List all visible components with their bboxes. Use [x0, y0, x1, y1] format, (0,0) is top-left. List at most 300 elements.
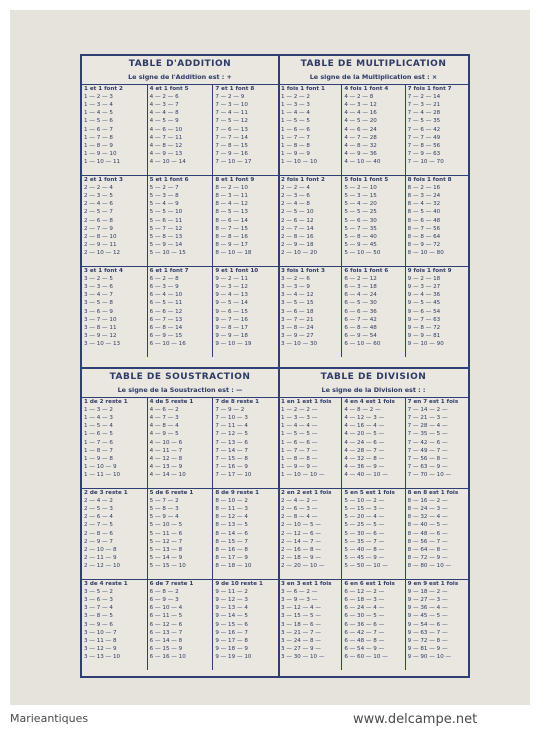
table-row: 3 — 2 — 5	[84, 276, 113, 283]
table-row: 3 — 10 — 13	[84, 340, 121, 347]
column-header: 1 de 2 reste 1	[84, 399, 128, 405]
table-row: 7 — 17 — 10	[215, 471, 252, 478]
table-row: 5 — 8 — 13	[149, 233, 183, 240]
table-row: 8 — 4 — 32	[407, 201, 441, 208]
table-row: 9 — 81 — 9 —	[407, 645, 448, 652]
column-header: 2 fois 1 font 2	[281, 177, 325, 183]
table-row: 4 — 10 — 14	[149, 158, 186, 165]
table-row: 1 — 7 — 8	[84, 134, 113, 141]
table-row: 5 — 15 — 10	[149, 562, 186, 569]
table-row: 2 — 3 — 5	[84, 193, 113, 200]
table-row: 1 — 8 — 8 —	[281, 455, 318, 462]
table-row: 6 — 30 — 5 —	[344, 613, 385, 620]
column-header: 2 et 1 font 3	[84, 177, 123, 183]
table-row: 8 — 15 — 7	[215, 538, 248, 545]
table-row: 7 — 2 — 14	[407, 94, 441, 101]
table-row: 5 — 7 — 35	[344, 225, 377, 232]
table-row: 9 — 18 — 2 —	[407, 589, 448, 596]
table-row: 3 — 8 — 11	[84, 324, 117, 331]
table-row: 9 — 2 — 18	[407, 276, 441, 283]
table-column	[213, 398, 278, 488]
table-row: 3 — 4 — 12	[281, 292, 314, 299]
table-row: 3 — 9 — 6	[84, 621, 113, 628]
table-row: 5 — 3 — 8	[149, 193, 179, 200]
table-row: 6 — 2 — 12	[344, 276, 377, 283]
table-row: 8 — 40 — 5 —	[407, 522, 448, 529]
table-row: 2 — 16 — 8 —	[281, 546, 321, 553]
table-row: 6 — 24 — 4 —	[344, 605, 385, 612]
column-header: 7 en 7 est 1 fois	[407, 399, 459, 405]
table-row: 8 — 7 — 15	[215, 225, 248, 232]
table-row: 3 — 8 — 5	[84, 613, 113, 620]
table-row: 6 — 9 — 54	[344, 332, 377, 339]
table-soustraction	[82, 369, 278, 670]
table-row: 8 — 10 — 80	[407, 249, 444, 256]
table-row: 6 — 8 — 48	[344, 324, 377, 331]
table-row: 6 — 7 — 42	[344, 316, 377, 323]
table-block	[279, 266, 468, 357]
column-header: 4 fois 1 font 4	[344, 86, 389, 92]
table-row: 1 — 4 — 5	[84, 110, 113, 117]
table-column	[279, 398, 342, 488]
table-row: 2 — 9 — 11	[84, 241, 117, 248]
table-column	[213, 489, 278, 579]
table-row: 4 — 8 — 2 —	[344, 407, 381, 414]
table-row: 5 — 5 — 10	[149, 209, 183, 216]
table-row: 9 — 8 — 17	[215, 324, 248, 331]
table-row: 1 — 4 — 4 —	[281, 423, 318, 430]
table-row: 2 — 4 — 6	[84, 201, 113, 208]
table-row: 9 — 5 — 45	[407, 300, 441, 307]
table-row: 2 — 5 — 10	[281, 209, 314, 216]
table-row: 9 — 18 — 9	[215, 645, 248, 652]
table-subtitle: Le signe de la Multiplication est : ×	[309, 73, 438, 81]
table-row: 8 — 3 — 24	[407, 193, 441, 200]
table-column	[213, 85, 278, 175]
table-column	[82, 398, 148, 488]
table-row: 7 — 10 — 70	[407, 158, 444, 165]
table-row: 6 — 8 — 14	[149, 324, 183, 331]
table-block	[82, 175, 278, 266]
table-row: 1 — 8 — 8	[281, 142, 310, 149]
table-column	[342, 85, 405, 175]
table-row: 2 — 6 — 12	[281, 217, 314, 224]
table-row: 6 — 9 — 3	[149, 597, 179, 604]
table-row: 4 — 40 — 10 —	[344, 471, 388, 478]
table-row: 9 — 9 — 18	[215, 332, 248, 339]
table-row: 5 — 3 — 15	[344, 193, 377, 200]
table-row: 5 — 9 — 45	[344, 241, 377, 248]
table-row: 6 — 5 — 30	[344, 300, 377, 307]
table-row: 7 — 4 — 11	[215, 110, 248, 117]
table-row: 7 — 6 — 42	[407, 126, 441, 133]
column-header: 6 fois 1 font 6	[344, 268, 389, 274]
table-row: 8 — 9 — 72	[407, 241, 441, 248]
table-row: 7 — 3 — 10	[215, 102, 248, 109]
column-header: 5 de 6 reste 1	[149, 490, 194, 496]
table-row: 1 — 7 — 7	[281, 134, 310, 141]
table-row: 8 — 7 — 56	[407, 225, 441, 232]
table-row: 2 — 4 — 8	[281, 201, 310, 208]
table-row: 4 — 8 — 4	[149, 423, 179, 430]
table-row: 9 — 10 — 90	[407, 340, 444, 347]
table-block	[279, 579, 468, 670]
table-row: 5 — 4 — 9	[149, 201, 179, 208]
column-header: 8 fois 1 font 8	[407, 177, 452, 183]
table-row: 2 — 10 — 20	[281, 249, 318, 256]
table-row: 7 — 42 — 6 —	[407, 439, 448, 446]
table-row: 6 — 12 — 2 —	[344, 589, 385, 596]
table-column	[82, 267, 148, 357]
table-row: 3 — 12 — 4 —	[281, 605, 321, 612]
table-row: 9 — 72 — 8 —	[407, 637, 448, 644]
table-row: 3 — 30 — 10 —	[281, 653, 325, 660]
table-column	[213, 267, 278, 357]
table-row: 3 — 6 — 9	[84, 308, 113, 315]
table-row: 8 — 6 — 48	[407, 217, 441, 224]
table-row: 3 — 4 — 7	[84, 292, 113, 299]
table-row: 1 — 10 — 11	[84, 158, 121, 165]
table-row: 9 — 63 — 7 —	[407, 629, 448, 636]
table-row: 4 — 13 — 9	[149, 463, 183, 470]
table-row: 2 — 18 — 9 —	[281, 554, 321, 561]
table-row: 2 — 6 — 4	[84, 514, 113, 521]
table-column	[342, 580, 405, 670]
table-row: 1 — 4 — 3	[84, 415, 113, 422]
table-row: 7 — 56 — 8 —	[407, 455, 448, 462]
table-row: 3 — 21 — 7 —	[281, 629, 321, 636]
table-column	[148, 580, 214, 670]
table-row: 1 — 5 — 5	[281, 118, 310, 125]
column-header: 3 en 3 est 1 fois	[281, 581, 332, 587]
table-column	[406, 267, 468, 357]
table-row: 2 — 3 — 6	[281, 193, 310, 200]
column-header: 2 en 2 est 1 fois	[281, 490, 332, 496]
table-column	[342, 176, 405, 266]
table-row: 5 — 12 — 7	[149, 538, 183, 545]
table-row: 9 — 54 — 6 —	[407, 621, 448, 628]
table-row: 9 — 90 — 10 —	[407, 653, 452, 660]
table-row: 2 — 5 — 7	[84, 209, 113, 216]
table-row: 8 — 11 — 3	[215, 506, 248, 513]
table-subtitle: Le signe de la Division est : :	[321, 386, 426, 394]
table-row: 5 — 5 — 25	[344, 209, 377, 216]
table-row: 9 — 36 — 4 —	[407, 605, 448, 612]
table-row: 3 — 6 — 2 —	[281, 589, 318, 596]
table-row: 9 — 16 — 7	[215, 629, 248, 636]
table-row: 5 — 9 — 14	[149, 241, 183, 248]
table-row: 3 — 5 — 15	[281, 300, 314, 307]
table-row: 7 — 63 — 9 —	[407, 463, 448, 470]
table-row: 8 — 64 — 8 —	[407, 546, 448, 553]
table-row: 7 — 4 — 28	[407, 110, 441, 117]
table-row: 8 — 16 — 2 —	[407, 498, 448, 505]
table-row: 3 — 15 — 5 —	[281, 613, 321, 620]
table-title: TABLE D'ADDITION	[128, 59, 232, 69]
table-row: 2 — 10 — 5 —	[281, 522, 321, 529]
table-row: 9 — 11 — 2	[215, 589, 248, 596]
table-row: 5 — 10 — 5	[149, 522, 183, 529]
table-row: 8 — 10 — 2	[215, 498, 248, 505]
table-row: 4 — 4 — 16	[344, 110, 377, 117]
table-row: 1 — 9 — 9	[281, 150, 310, 157]
table-column	[406, 580, 468, 670]
table-row: 6 — 10 — 4	[149, 605, 183, 612]
table-row: 1 — 11 — 10	[84, 471, 121, 478]
table-row: 9 — 2 — 11	[215, 276, 248, 283]
watermark-right: www.delcampe.net	[353, 712, 478, 727]
table-subtitle: Le signe de la Soustraction est : —	[117, 386, 243, 394]
table-row: 1 — 6 — 5	[84, 431, 113, 438]
table-row: 2 — 5 — 3	[84, 506, 113, 513]
table-row: 4 — 9 — 13	[149, 150, 183, 157]
table-row: 2 — 7 — 14	[281, 225, 314, 232]
table-row: 6 — 9 — 15	[149, 332, 183, 339]
table-column	[279, 176, 342, 266]
table-row: 5 — 10 — 50	[344, 249, 381, 256]
table-row: 6 — 5 — 11	[149, 300, 183, 307]
table-row: 1 — 10 — 9	[84, 463, 117, 470]
table-row: 9 — 19 — 10	[215, 653, 252, 660]
table-row: 1 — 7 — 7 —	[281, 447, 318, 454]
table-row: 7 — 35 — 5 —	[407, 431, 448, 438]
watermark-left: Marieantiques	[10, 712, 89, 725]
table-row: 3 — 3 — 6	[84, 284, 113, 291]
table-row: 6 — 13 — 7	[149, 629, 183, 636]
table-row: 2 — 8 — 10	[84, 233, 117, 240]
table-row: 6 — 54 — 9 —	[344, 645, 385, 652]
table-addition	[82, 56, 278, 357]
column-header: 5 fois 1 font 5	[344, 177, 389, 183]
table-row: 2 — 12 — 6 —	[281, 530, 321, 537]
table-row: 5 — 6 — 11	[149, 217, 183, 224]
table-row: 2 — 10 — 12	[84, 249, 121, 256]
table-row: 7 — 9 — 16	[215, 150, 248, 157]
table-row: 5 — 45 — 9 —	[344, 554, 385, 561]
column-header: 9 en 9 est 1 fois	[407, 581, 459, 587]
table-column	[342, 398, 405, 488]
column-header: 6 en 6 est 1 fois	[344, 581, 395, 587]
table-column	[148, 489, 214, 579]
table-row: 6 — 7 — 13	[149, 316, 183, 323]
table-row: 6 — 48 — 8 —	[344, 637, 385, 644]
column-header: 6 de 7 reste 1	[149, 581, 194, 587]
table-row: 8 — 18 — 10	[215, 562, 252, 569]
column-header: 3 et 1 font 4	[84, 268, 123, 274]
table-column	[406, 85, 468, 175]
table-row: 4 — 8 — 12	[149, 142, 183, 149]
table-row: 8 — 72 — 9 —	[407, 554, 448, 561]
table-column	[82, 580, 148, 670]
table-row: 5 — 10 — 2 —	[344, 498, 385, 505]
table-row: 7 — 10 — 3	[215, 415, 248, 422]
table-row: 1 — 5 — 5 —	[281, 431, 318, 438]
table-row: 8 — 56 — 7 —	[407, 538, 448, 545]
table-row: 8 — 12 — 4	[215, 514, 248, 521]
table-row: 8 — 8 — 16	[215, 233, 248, 240]
table-row: 1 — 8 — 7	[84, 447, 113, 454]
table-row: 2 — 10 — 8	[84, 546, 117, 553]
table-row: 5 — 10 — 15	[149, 249, 186, 256]
table-row: 2 — 2 — 4	[281, 185, 310, 192]
table-row: 5 — 7 — 2	[149, 498, 179, 505]
table-row: 1 — 9 — 9 —	[281, 463, 318, 470]
column-header: 5 en 5 est 1 fois	[344, 490, 395, 496]
column-header: 4 de 5 reste 1	[149, 399, 194, 405]
table-row: 7 — 8 — 15	[215, 142, 248, 149]
table-row: 9 — 14 — 5	[215, 613, 248, 620]
column-header: 9 de 10 reste 1	[215, 581, 263, 587]
table-column	[406, 176, 468, 266]
table-row: 8 — 17 — 9	[215, 554, 248, 561]
table-row: 9 — 5 — 14	[215, 300, 248, 307]
table-row: 3 — 11 — 8	[84, 637, 117, 644]
table-column	[279, 580, 342, 670]
table-column	[279, 489, 342, 579]
table-row: 8 — 6 — 14	[215, 217, 248, 224]
table-row: 6 — 4 — 24	[344, 292, 377, 299]
table-row: 4 — 32 — 8 —	[344, 455, 385, 462]
table-row: 5 — 13 — 8	[149, 546, 183, 553]
table-row: 4 — 5 — 20	[344, 118, 377, 125]
table-column	[82, 85, 148, 175]
table-row: 6 — 15 — 9	[149, 645, 183, 652]
table-row: 4 — 7 — 28	[344, 134, 377, 141]
table-row: 9 — 3 — 12	[215, 284, 248, 291]
table-row: 7 — 9 — 2	[215, 407, 245, 414]
table-row: 6 — 16 — 10	[149, 653, 186, 660]
table-row: 1 — 6 — 7	[84, 126, 113, 133]
table-row: 3 — 5 — 2	[84, 589, 113, 596]
table-row: 4 — 9 — 5	[149, 431, 179, 438]
table-row: 9 — 4 — 36	[407, 292, 441, 299]
table-column	[342, 489, 405, 579]
table-row: 1 — 5 — 6	[84, 118, 113, 125]
table-row: 1 — 9 — 8	[84, 455, 113, 462]
table-row: 1 — 3 — 3	[281, 102, 310, 109]
table-row: 9 — 45 — 5 —	[407, 613, 448, 620]
table-row: 2 — 7 — 5	[84, 522, 113, 529]
table-row: 4 — 24 — 6 —	[344, 439, 385, 446]
table-block	[279, 488, 468, 579]
table-row: 5 — 20 — 4 —	[344, 514, 385, 521]
table-row: 7 — 10 — 17	[215, 158, 252, 165]
table-row: 4 — 12 — 3 —	[344, 415, 385, 422]
table-row: 2 — 4 — 2	[84, 498, 113, 505]
table-row: 8 — 80 — 10 —	[407, 562, 452, 569]
table-row: 8 — 3 — 11	[215, 193, 248, 200]
table-row: 5 — 14 — 9	[149, 554, 183, 561]
table-row: 7 — 70 — 10 —	[407, 471, 452, 478]
table-row: 7 — 28 — 4 —	[407, 423, 448, 430]
table-row: 8 — 48 — 6 —	[407, 530, 448, 537]
table-row: 9 — 4 — 13	[215, 292, 248, 299]
table-row: 1 — 2 — 2 —	[281, 407, 318, 414]
table-row: 4 — 3 — 12	[344, 102, 377, 109]
column-header: 7 fois 1 font 7	[407, 86, 452, 92]
table-row: 5 — 2 — 10	[344, 185, 377, 192]
column-header: 8 et 1 font 9	[215, 177, 255, 183]
table-row: 4 — 20 — 5 —	[344, 431, 385, 438]
column-header: 4 et 1 font 5	[149, 86, 189, 92]
table-row: 2 — 2 — 4	[84, 185, 113, 192]
table-row: 1 — 10 — 10 —	[281, 471, 325, 478]
table-row: 7 — 16 — 9	[215, 463, 248, 470]
table-row: 3 — 3 — 9	[281, 284, 310, 291]
table-row: 9 — 12 — 3	[215, 597, 248, 604]
table-row: 3 — 9 — 3 —	[281, 597, 318, 604]
table-row: 1 — 6 — 6 —	[281, 439, 318, 446]
table-row: 5 — 2 — 7	[149, 185, 179, 192]
table-row: 4 — 36 — 9 —	[344, 463, 385, 470]
table-block	[82, 84, 278, 175]
table-row: 1 — 3 — 3 —	[281, 415, 318, 422]
table-row: 9 — 15 — 6	[215, 621, 248, 628]
table-block	[279, 175, 468, 266]
table-row: 7 — 8 — 56	[407, 142, 441, 149]
table-row: 1 — 2 — 3	[84, 94, 113, 101]
table-row: 9 — 3 — 27	[407, 284, 441, 291]
table-row: 9 — 6 — 54	[407, 308, 441, 315]
paper-sheet	[10, 10, 530, 705]
table-row: 3 — 7 — 21	[281, 316, 314, 323]
table-row: 7 — 14 — 2 —	[407, 407, 448, 414]
table-row: 4 — 7 — 11	[149, 134, 183, 141]
column-header: 8 en 8 est 1 fois	[407, 490, 459, 496]
table-row: 6 — 8 — 2	[149, 589, 179, 596]
table-row: 9 — 9 — 81	[407, 332, 441, 339]
table-row: 4 — 3 — 7	[149, 102, 179, 109]
table-row: 3 — 12 — 9	[84, 645, 117, 652]
table-row: 4 — 7 — 3	[149, 415, 179, 422]
table-row: 1 — 3 — 2	[84, 407, 113, 414]
column-header: 2 de 3 reste 1	[84, 490, 128, 496]
table-row: 2 — 9 — 18	[281, 241, 314, 248]
table-row: 3 — 18 — 6 —	[281, 621, 321, 628]
table-row: 8 — 9 — 17	[215, 241, 248, 248]
table-row: 3 — 9 — 27	[281, 332, 314, 339]
column-header: 3 fois 1 font 3	[281, 268, 325, 274]
table-row: 4 — 6 — 2	[149, 407, 179, 414]
table-row: 7 — 13 — 6	[215, 439, 248, 446]
table-row: 5 — 6 — 30	[344, 217, 377, 224]
table-row: 1 — 2 — 2	[281, 94, 310, 101]
table-row: 2 — 12 — 10	[84, 562, 121, 569]
table-row: 6 — 36 — 6 —	[344, 621, 385, 628]
column-header: 1 en 1 est 1 fois	[281, 399, 332, 405]
column-header: 9 et 1 font 10	[215, 268, 259, 274]
table-row: 3 — 10 — 30	[281, 340, 318, 347]
table-row: 7 — 12 — 5	[215, 431, 248, 438]
table-title: TABLE DE MULTIPLICATION	[300, 59, 447, 69]
table-row: 6 — 3 — 18	[344, 284, 377, 291]
table-row: 1 — 9 — 10	[84, 150, 117, 157]
table-row: 7 — 2 — 9	[215, 94, 245, 101]
table-block	[279, 84, 468, 175]
table-row: 5 — 4 — 20	[344, 201, 377, 208]
table-row: 9 — 17 — 8	[215, 637, 248, 644]
table-row: 4 — 10 — 6	[149, 439, 183, 446]
table-row: 4 — 6 — 24	[344, 126, 377, 133]
table-column	[279, 267, 342, 357]
table-column	[213, 176, 278, 266]
table-row: 5 — 30 — 6 —	[344, 530, 385, 537]
table-row: 5 — 9 — 4	[149, 514, 179, 521]
table-column	[148, 267, 214, 357]
table-row: 4 — 4 — 8	[149, 110, 179, 117]
table-row: 4 — 12 — 8	[149, 455, 183, 462]
table-row: 5 — 35 — 7 —	[344, 538, 385, 545]
